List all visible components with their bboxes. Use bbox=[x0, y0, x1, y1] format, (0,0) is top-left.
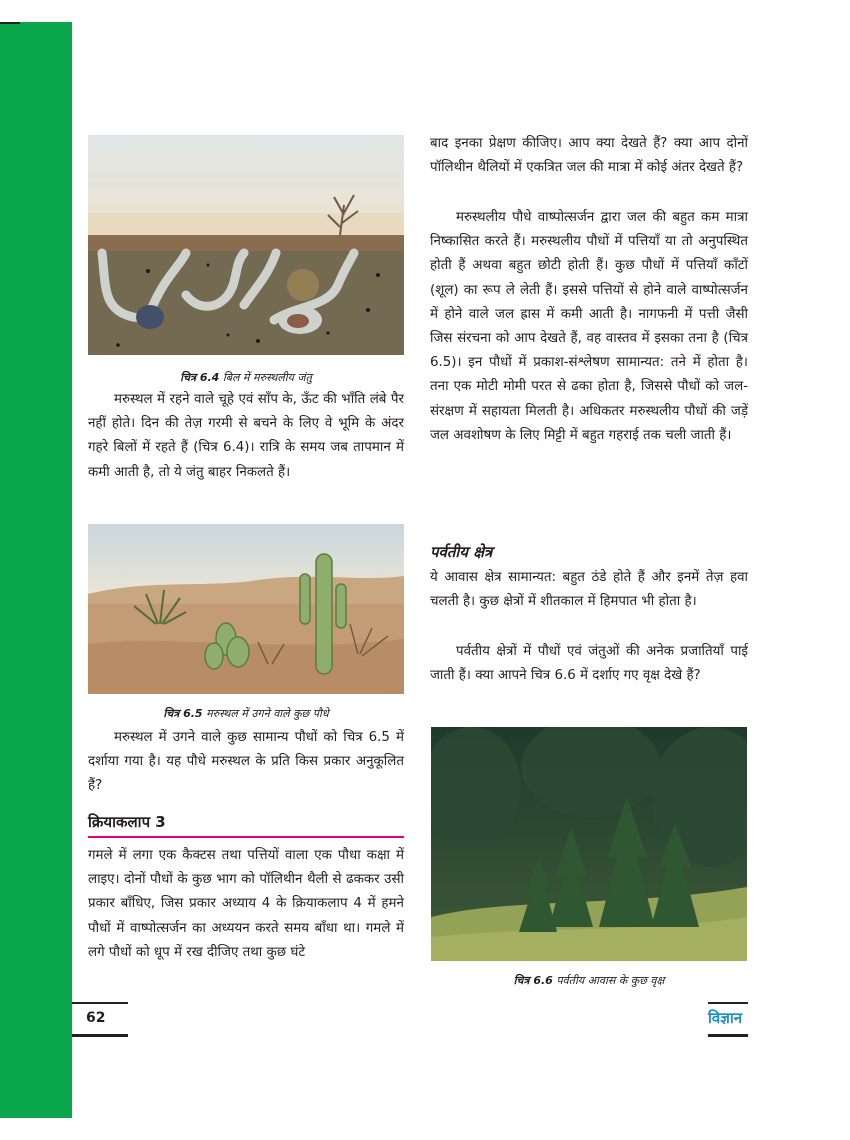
footer-rule bbox=[72, 1002, 128, 1004]
body-paragraph: बाद इनका प्रेक्षण कीजिए। आप क्या देखते हैं? क्या आप दोनों पॉलिथीन थैलियों में एकत्रित जल की मात्रा में कोई अंतर देखते हैं? bbox=[430, 136, 748, 176]
activity-heading: क्रियाकलाप 3 bbox=[88, 813, 166, 831]
figure-desert-burrow-image bbox=[88, 135, 404, 355]
body-paragraph: पर्वतीय क्षेत्रों में पौधों एवं जंतुओं की अनेक प्रजातियाँ पाई जाती हैं। क्या आपने चित्र 6.6 में दर्शाए गए वृक्ष देखे हैं? bbox=[430, 644, 748, 684]
page-edge-band bbox=[0, 22, 72, 1118]
footer-rule bbox=[708, 1034, 748, 1037]
caption-text: मरुस्थल में उगने वाले कुछ पौधे bbox=[206, 707, 329, 720]
figure-caption bbox=[88, 706, 404, 721]
caption-text: बिल में मरुस्थलीय जंतु bbox=[222, 371, 312, 384]
page-number: 62 bbox=[86, 1010, 106, 1026]
book-title: विज्ञान bbox=[708, 1009, 743, 1027]
footer-rule bbox=[72, 1034, 128, 1037]
body-paragraph: मरुस्थल में उगने वाले कुछ सामान्य पौधों को चित्र 6.5 में दर्शाया गया है। यह पौधे मरुस्थल के प्रति किस प्रकार अनुकूलित हैं? bbox=[88, 730, 404, 794]
figure-mountain-trees-image bbox=[431, 727, 747, 961]
caption-label: चित्र 6.4 bbox=[180, 371, 220, 384]
caption-label: चित्र 6.6 bbox=[513, 974, 553, 987]
body-paragraph: ये आवास क्षेत्र सामान्यत: बहुत ठंडे होते हैं और इनमें तेज़ हवा चलती है। कुछ क्षेत्रों में शीतकाल में हिमपात भी होता है। bbox=[430, 570, 748, 610]
activity-heading-underline bbox=[88, 836, 404, 838]
body-paragraph: मरुस्थलीय पौधे वाष्पोत्सर्जन द्वारा जल की बहुत कम मात्रा निष्कासित करते हैं। मरुस्थलीय पौधों में पत्तियाँ या तो अनुपस्थित होती हैं अथवा बहुत छोटी होती हैं। कुछ पौधों में पत्तियाँ काँटों (शूल) का रूप ले लेती हैं। इससे पत्तियों से होने वाले वाष्पोत्सर्जन में होने वाले जल ह्रास में कमी आती है। नागफनी में पत्ती जैसी जिस संरचना को आप देखते हैं, वह वास्तव में इसका तना है (चित्र 6.5)। इन पौधों में प्रकाश-संश्लेषण सामान्यत: तने में होता है। तना एक मोटी मोमी परत से ढका होता है, जिससे पौधों को जल-संरक्षण में सहायता मिलती है। अधिकतर मरुस्थलीय पौधों की जड़ें जल अवशोषण के लिए मिट्टी में बहुत गहराई तक चली जाती हैं। bbox=[430, 210, 748, 443]
caption-text: पर्वतीय आवास के कुछ वृक्ष bbox=[556, 974, 665, 987]
figure-desert-plants-image bbox=[88, 524, 404, 694]
footer-rule bbox=[708, 1002, 748, 1004]
figure-caption bbox=[431, 973, 747, 988]
crop-mark bbox=[0, 22, 20, 24]
section-heading: पर्वतीय क्षेत्र bbox=[430, 543, 493, 561]
figure-caption bbox=[88, 370, 404, 385]
caption-label: चित्र 6.5 bbox=[163, 707, 203, 720]
body-paragraph: मरुस्थल में रहने वाले चूहे एवं साँप के, ऊँट की भाँति लंबे पैर नहीं होते। दिन की तेज़ गरमी से बचने के लिए वे भूमि के अंदर गहरे बिलों में रहते हैं (चित्र 6.4)। रात्रि के समय जब तापमान में कमी आती है, तो ये जंतु बाहर निकलते हैं। bbox=[88, 392, 404, 480]
activity-text: गमले में लगा एक कैक्टस तथा पत्तियों वाला एक पौधा कक्षा में लाइए। दोनों पौधों के कुछ भाग को पॉलिथीन थैली से ढककर उसी प्रकार बाँधिए, जिस प्रकार अध्याय 4 के क्रियाकलाप 4 में हमने पौधों में वाष्पोत्सर्जन का अध्ययन करते समय बाँधा था। गमले में लगे पौधों को धूप में रख दीजिए तथा कुछ घंटे bbox=[88, 848, 404, 960]
